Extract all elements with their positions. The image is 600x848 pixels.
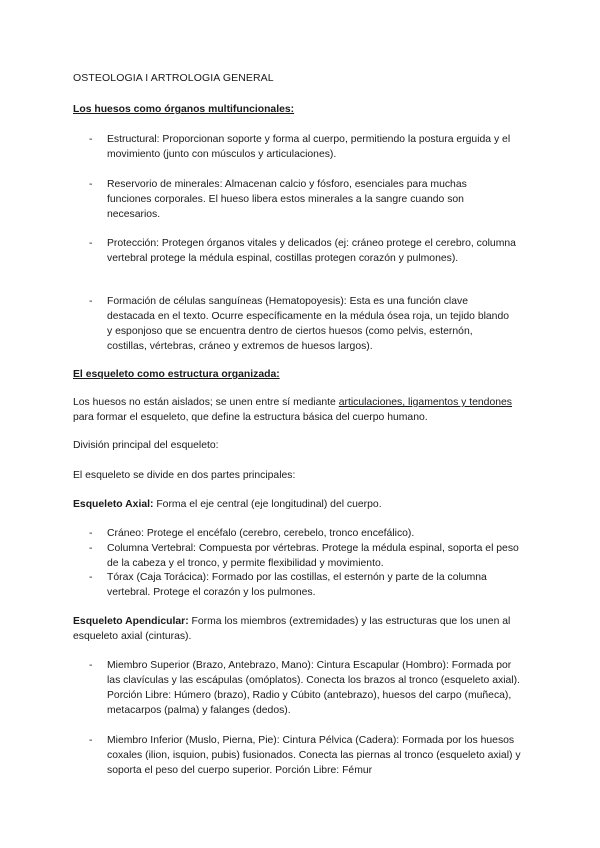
document-title: OSTEOLOGIA I ARTROLOGIA GENERAL — [73, 72, 274, 84]
list-item-text: Protección: Protegen órganos vitales y delicados (ej: cráneo protege el cerebro, columna vertebral protege la médula espinal, costillas protegen corazón y pulmones). — [107, 238, 516, 264]
list-item-text: Formación de células sanguíneas (Hematopoyesis): Esta es una función clave destacada en el texto. Ocurre específicamente en la médula ósea roja, un tejido blando y esponjoso que se encuentra dentro de ciertos huesos (como pelvis, esternón, costillas, vértebras, cráneo y extremos de huesos largos). — [107, 296, 510, 352]
division-text: El esqueleto se divide en dos partes principales: — [73, 470, 296, 481]
section-heading-multifuncionales: Los huesos como órganos multifuncionales: — [73, 104, 295, 115]
axial-label: Esqueleto Axial: — [73, 499, 154, 510]
intro-paragraph — [73, 395, 528, 425]
bullet-marker: - — [89, 528, 93, 539]
apendicular-label: Esqueleto Apendicular: — [73, 616, 189, 627]
bullet-marker: - — [89, 296, 93, 307]
list-item-text: Miembro Inferior (Muslo, Pierna, Pie): Cintura Pélvica (Cadera): Formada por los huesos coxales (ilion, isquion, pubis) fusionados. Conecta las piernas al tronco (esqueleto axial) y soporta el peso del cuerpo superior. Porción Libre: Fémur — [107, 735, 521, 776]
apendicular-text: Forma los miembros (extremidades) y las estructuras que los unen al esqueleto axial (cinturas). — [73, 616, 511, 642]
list-item-text: Cráneo: Protege el encéfalo (cerebro, cerebelo, tronco encefálico). — [107, 528, 415, 539]
division-label: División principal del esqueleto: — [73, 440, 219, 451]
axial-text: Forma el eje central (eje longitudinal) del cuerpo. — [153, 499, 382, 510]
section-heading-esqueleto: El esqueleto como estructura organizada: — [73, 369, 280, 380]
list-item-text: Miembro Superior (Brazo, Antebrazo, Mano): Cintura Escapular (Hombro): Formada por las clavículas y las escápulas (omóplatos). Conecta los brazos al tronco (esqueleto axial). Porción Libre: Húmero (brazo), Radio y Cúbito (antebrazo), huesos del carpo (muñeca), metacarpos (palma) y falanges (dedos). — [107, 660, 520, 716]
bullet-marker: - — [89, 134, 93, 145]
list-item-text: Estructural: Proporcionan soporte y forma al cuerpo, permitiendo la postura erguida y el movimiento (junto con músculos y articulaciones). — [107, 134, 511, 160]
list-item-text: Reservorio de minerales: Almacenan calcio y fósforo, esenciales para muchas funciones corporales. El hueso libera estos minerales a la sangre cuando son necesarios. — [107, 179, 467, 220]
bullet-marker: - — [89, 543, 93, 554]
bullet-marker: - — [89, 660, 93, 671]
axial-paragraph — [73, 497, 553, 512]
apendicular-paragraph — [73, 614, 513, 644]
list-item-text: Columna Vertebral: Compuesta por vértebras. Protege la médula espinal, soporta el peso de la cabeza y el tronco, y permite flexibilidad y movimiento. — [107, 543, 519, 569]
bullet-marker: - — [89, 179, 93, 190]
bullet-marker: - — [89, 238, 93, 249]
intro-underlined-terms: articulaciones, ligamentos y tendones — [338, 397, 512, 408]
intro-text-after: para formar el esqueleto, que define la estructura básica del cuerpo humano. — [73, 412, 428, 423]
bullet-marker: - — [89, 735, 93, 746]
intro-text-before: Los huesos no están aislados; se unen entre sí mediante — [73, 397, 339, 408]
list-item-text: Tórax (Caja Torácica): Formado por las costillas, el esternón y parte de la columna vertebral. Protege el corazón y los pulmones. — [107, 572, 487, 598]
bullet-marker: - — [89, 572, 93, 583]
